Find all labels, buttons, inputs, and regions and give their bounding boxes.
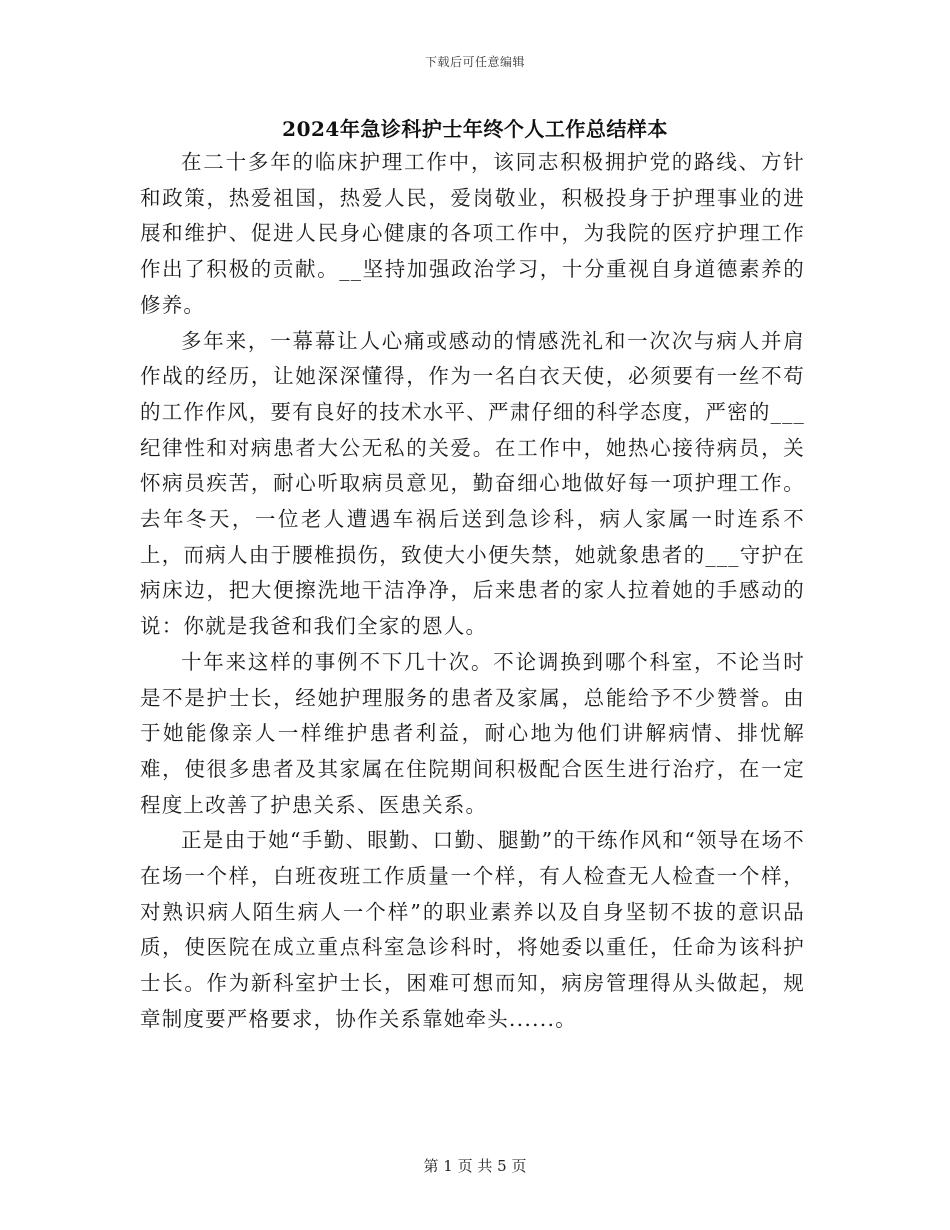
document-title: 2024年急诊科护士年终个人工作总结样本 [282,117,668,141]
paragraph: 在二十多年的临床护理工作中，该同志积极拥护党的路线、方针和政策，热爱祖国，热爱人民，爱岗敬业，积极投身于护理事业的进展和维护、促进人民身心健康的各项工作中，为我院的医疗护理工作作出了积极的贡献。__坚持加强政治学习，十分重视自身道德素养的修养。 [140,150,805,317]
paragraph: 多年来，一幕幕让人心痛或感动的情感洗礼和一次次与病人并肩作战的经历，让她深深懂得，作为一名白衣天使，必须要有一丝不苟的工作作风，要有良好的技术水平、严肃仔细的科学态度，严密的___纪律性和对病患者大公无私的关爱。在工作中，她热心接待病员，关怀病员疾苦，耐心听取病员意见，勤奋细心地做好每一项护理工作。去年冬天，一位老人遭遇车祸后送到急诊科，病人家属一时连系不上，而病人由于腰椎损伤，致使大小便失禁，她就象患者的___守护在病床边，把大便擦洗地干洁净净，后来患者的家人拉着她的手感动的说：你就是我爸和我们全家的恩人。 [140,328,805,639]
page-number: 第 1 页 共 5 页 [423,1157,527,1175]
header-note: 下载后可任意编辑 [424,55,525,69]
paragraph: 十年来这样的事例不下几十次。不论调换到哪个科室，不论当时是不是护士长，经她护理服务的患者及家属，总能给予不少赞誉。由于她能像亲人一样维护患者利益，耐心地为他们讲解病情、排忧解难，使很多患者及其家属在住院期间积极配合医生进行治疗，在一定程度上改善了护患关系、医患关系。 [140,649,805,817]
document-body [140,145,805,1038]
paragraph: 正是由于她“手勤、眼勤、口勤、腿勤”的干练作风和“领导在场不在场一个样，白班夜班工作质量一个样，有人检查无人检查一个样，对熟识病人陌生病人一个样”的职业素养以及自身坚韧不拔的意识品质，使医院在成立重点科室急诊科时，将她委以重任，任命为该科护士长。作为新科室护士长，困难可想而知，病房管理得从头做起，规章制度要严格要求，协作关系靠她牵头......。 [140,828,805,1031]
